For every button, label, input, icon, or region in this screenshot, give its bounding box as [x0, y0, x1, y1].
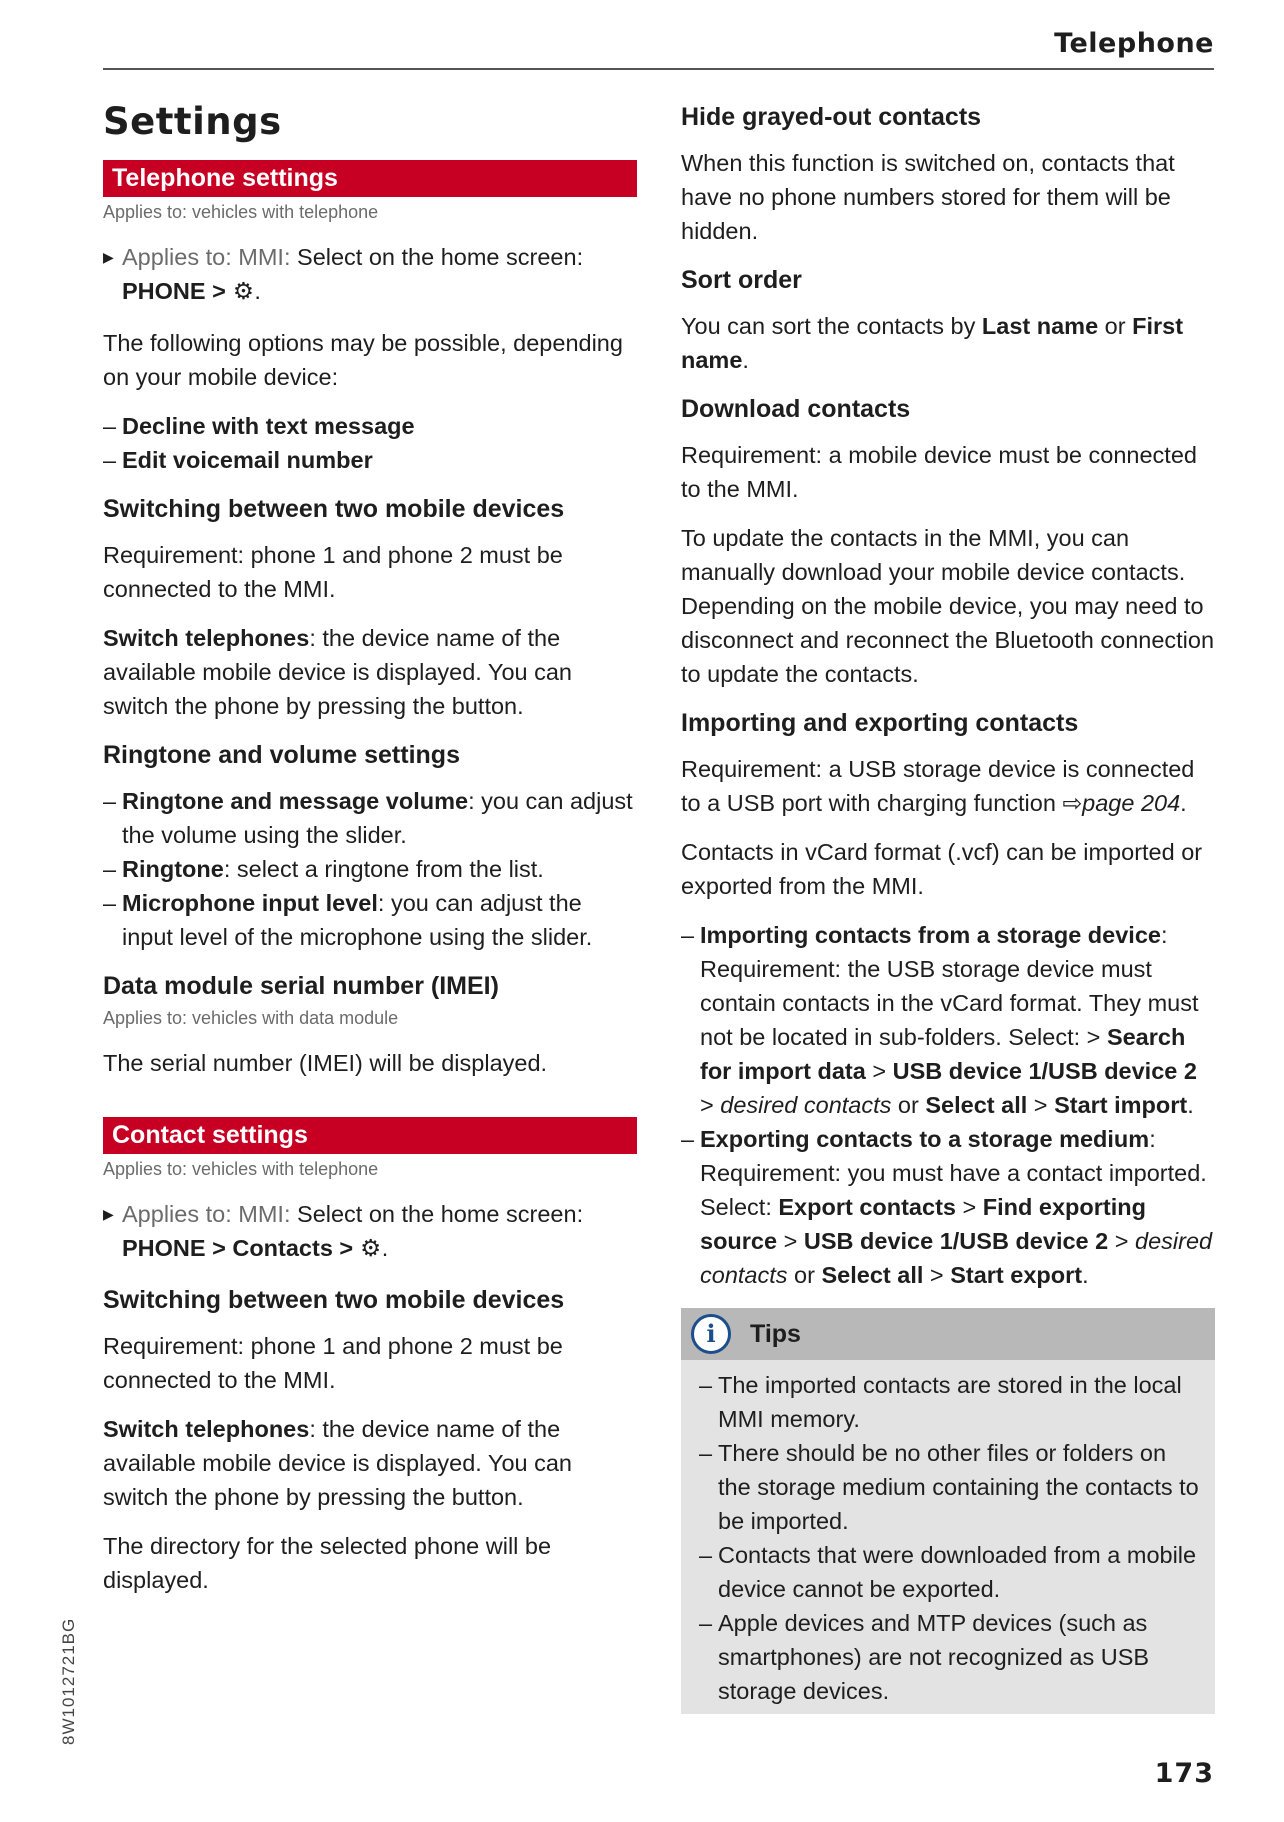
tip-text: There should be no other files or folders on the storage medium containing the contacts to be imported.	[718, 1440, 1199, 1534]
dash-glyph: –	[699, 1372, 713, 1398]
applies-note: Applies to: vehicles with telephone	[103, 202, 379, 222]
running-header	[103, 28, 1214, 70]
tip-text: Contacts that were downloaded from a mobile device cannot be exported.	[718, 1542, 1197, 1602]
term-desc: : Requirement: the USB storage device must contain contacts in the vCard format. They must not be located in sub-folders. Select:	[700, 922, 1199, 1050]
directory-text: The directory for the selected phone will be displayed.	[103, 1533, 552, 1593]
tips-header	[681, 1308, 1215, 1360]
page-number: 173	[1154, 1758, 1214, 1789]
ringtone-list	[103, 784, 637, 954]
dash-glyph: –	[681, 1126, 695, 1152]
dash-glyph: –	[699, 1542, 713, 1568]
right-column	[681, 100, 1215, 1714]
download-text: To update the contacts in the MMI, you can manually download your mobile device contacts. Depending on the mobile device, you may need to disconnect and reconnect the Bluetooth connection to update the contacts.	[681, 525, 1215, 687]
sep: >	[1086, 1024, 1107, 1050]
sort-text	[681, 309, 1215, 377]
step-text: Select on the home screen:	[290, 1201, 584, 1227]
applies-note: Applies to: vehicles with data module	[103, 1008, 399, 1028]
list-item	[681, 918, 1215, 1122]
triangle-icon: ▶	[103, 1206, 114, 1222]
list-item	[103, 409, 637, 443]
section-heading: Importing and exporting contacts	[681, 709, 1079, 737]
triangle-icon: ▶	[103, 249, 114, 265]
import-text: Contacts in vCard format (.vcf) can be imported or exported from the MMI.	[681, 839, 1203, 899]
section-heading: Switching between two mobile devices	[103, 495, 565, 523]
list-item	[681, 1122, 1215, 1292]
menu-item: Start export	[950, 1262, 1083, 1288]
section-title: Telephone	[1054, 28, 1214, 59]
term: First name	[681, 313, 1184, 373]
sep: >	[1027, 1092, 1055, 1118]
term: Exporting contacts to a storage medium	[700, 1126, 1150, 1152]
intro-text: The following options may be possible, depending on your mobile device:	[103, 330, 623, 390]
text-run: .	[742, 347, 749, 373]
term: Ringtone and message volume	[122, 788, 469, 814]
gear-icon: ⚙	[360, 1235, 382, 1261]
menu-path: PHONE > Contacts >	[122, 1235, 360, 1261]
dash-glyph: –	[699, 1610, 713, 1636]
arrow-icon: ⇨	[1062, 790, 1083, 816]
imei-text: The serial number (IMEI) will be displayed.	[103, 1050, 548, 1076]
menu-item: Select all	[821, 1262, 924, 1288]
dash-glyph: –	[699, 1440, 713, 1466]
menu-item: Search for import data	[700, 1024, 1186, 1084]
list-item	[103, 852, 637, 886]
sep: >	[923, 1262, 951, 1288]
text-run: Requirement: a USB storage device is connected to a USB port with charging function	[681, 756, 1195, 816]
section-heading: Hide grayed-out contacts	[681, 103, 982, 131]
option-label: Edit voicemail number	[122, 447, 373, 473]
term-desc: : you can adjust the volume using the slider.	[122, 788, 633, 848]
menu-path: PHONE >	[122, 278, 233, 304]
tip-text: The imported contacts are stored in the local MMI memory.	[718, 1372, 1182, 1432]
text-run: You can sort the contacts by	[681, 313, 982, 339]
tips-title: Tips	[750, 1320, 801, 1348]
section-heading: Ringtone and volume settings	[103, 741, 460, 769]
requirement-text: Requirement: phone 1 and phone 2 must be connected to the MMI.	[103, 1333, 563, 1393]
placeholder-text: desired contacts	[720, 1092, 892, 1118]
option-label: Decline with text message	[122, 413, 415, 439]
step-label: Applies to: MMI:	[122, 1201, 291, 1227]
placeholder-text: desired contacts	[700, 1228, 1213, 1288]
dash-glyph: –	[103, 788, 117, 814]
menu-item: USB device 1/USB device 2	[892, 1058, 1197, 1084]
list-item	[103, 886, 637, 954]
sep: >	[777, 1228, 804, 1254]
import-export-list	[681, 918, 1215, 1292]
term-desc: : Requirement: you must have a contact imported. Select:	[700, 1126, 1207, 1220]
list-item	[699, 1436, 1201, 1538]
menu-step	[103, 1197, 637, 1265]
sep: .	[1082, 1262, 1089, 1288]
menu-item: Select all	[925, 1092, 1028, 1118]
step-end: .	[254, 278, 261, 304]
term: Last name	[981, 313, 1099, 339]
telephone-settings-bar: Telephone settings	[103, 160, 637, 197]
term: Ringtone	[122, 856, 224, 882]
sep: >	[700, 1092, 721, 1118]
switch-text	[103, 621, 637, 723]
list-item	[699, 1368, 1201, 1436]
list-item	[699, 1606, 1201, 1708]
dash-glyph: –	[103, 447, 117, 473]
requirement-text: Requirement: a mobile device must be connected to the MMI.	[681, 442, 1197, 502]
applies-note: Applies to: vehicles with telephone	[103, 1159, 379, 1179]
term-desc: : the device name of the available mobile device is displayed. You can switch the phone by pressing the button.	[103, 625, 573, 719]
list-item	[699, 1538, 1201, 1606]
tips-list	[681, 1360, 1215, 1708]
sep: or	[787, 1262, 822, 1288]
menu-item: USB device 1/USB device 2	[803, 1228, 1109, 1254]
step-label: Applies to: MMI:	[122, 244, 291, 270]
menu-item: Find exporting source	[700, 1194, 1146, 1254]
tip-text: Apple devices and MTP devices (such as smartphones) are not recognized as USB storage devices.	[718, 1610, 1150, 1704]
text-run: .	[1180, 790, 1187, 816]
gear-icon: ⚙	[232, 278, 254, 304]
section-heading: Download contacts	[681, 395, 911, 423]
menu-item: Export contacts	[778, 1194, 956, 1220]
list-item	[103, 443, 637, 477]
requirement-text: Requirement: phone 1 and phone 2 must be connected to the MMI.	[103, 542, 563, 602]
menu-item: Start import	[1054, 1092, 1188, 1118]
term-desc: : select a ringtone from the list.	[223, 856, 544, 882]
dash-glyph: –	[103, 890, 117, 916]
term: Switch telephones	[103, 1416, 310, 1442]
term: Importing contacts from a storage device	[700, 922, 1161, 948]
term-desc: : you can adjust the input level of the microphone using the slider.	[122, 890, 593, 950]
page-title: Settings	[103, 100, 282, 143]
sep: >	[1108, 1228, 1136, 1254]
text-run: or	[1098, 313, 1133, 339]
options-list	[103, 409, 637, 477]
term: Microphone input level	[122, 890, 378, 916]
term: Switch telephones	[103, 625, 310, 651]
dash-glyph: –	[103, 856, 117, 882]
contact-settings-bar: Contact settings	[103, 1117, 637, 1154]
tips-box	[681, 1308, 1215, 1714]
section-heading: Switching between two mobile devices	[103, 1286, 565, 1314]
section-heading: Sort order	[681, 266, 802, 294]
step-text: Select on the home screen:	[290, 244, 584, 270]
left-column	[103, 100, 637, 1612]
page-reference-link[interactable]: page 204	[1082, 790, 1181, 816]
term-desc: : the device name of the available mobile device is displayed. You can switch the phone by pressing the button.	[103, 1416, 573, 1510]
hide-text: When this function is switched on, contacts that have no phone numbers stored for them will be hidden.	[681, 150, 1175, 244]
switch-text	[103, 1412, 637, 1514]
info-icon: i	[691, 1314, 731, 1354]
dash-glyph: –	[103, 413, 117, 439]
sep: or	[891, 1092, 926, 1118]
sep: >	[955, 1194, 983, 1220]
list-item	[103, 784, 637, 852]
document-code: 8W1012721BG	[59, 1617, 78, 1745]
dash-glyph: –	[681, 922, 695, 948]
step-end: .	[381, 1235, 389, 1261]
sep: .	[1187, 1092, 1194, 1118]
requirement-text	[681, 752, 1215, 820]
section-heading: Data module serial number (IMEI)	[103, 972, 499, 1000]
menu-step	[103, 240, 637, 308]
sep: >	[865, 1058, 893, 1084]
